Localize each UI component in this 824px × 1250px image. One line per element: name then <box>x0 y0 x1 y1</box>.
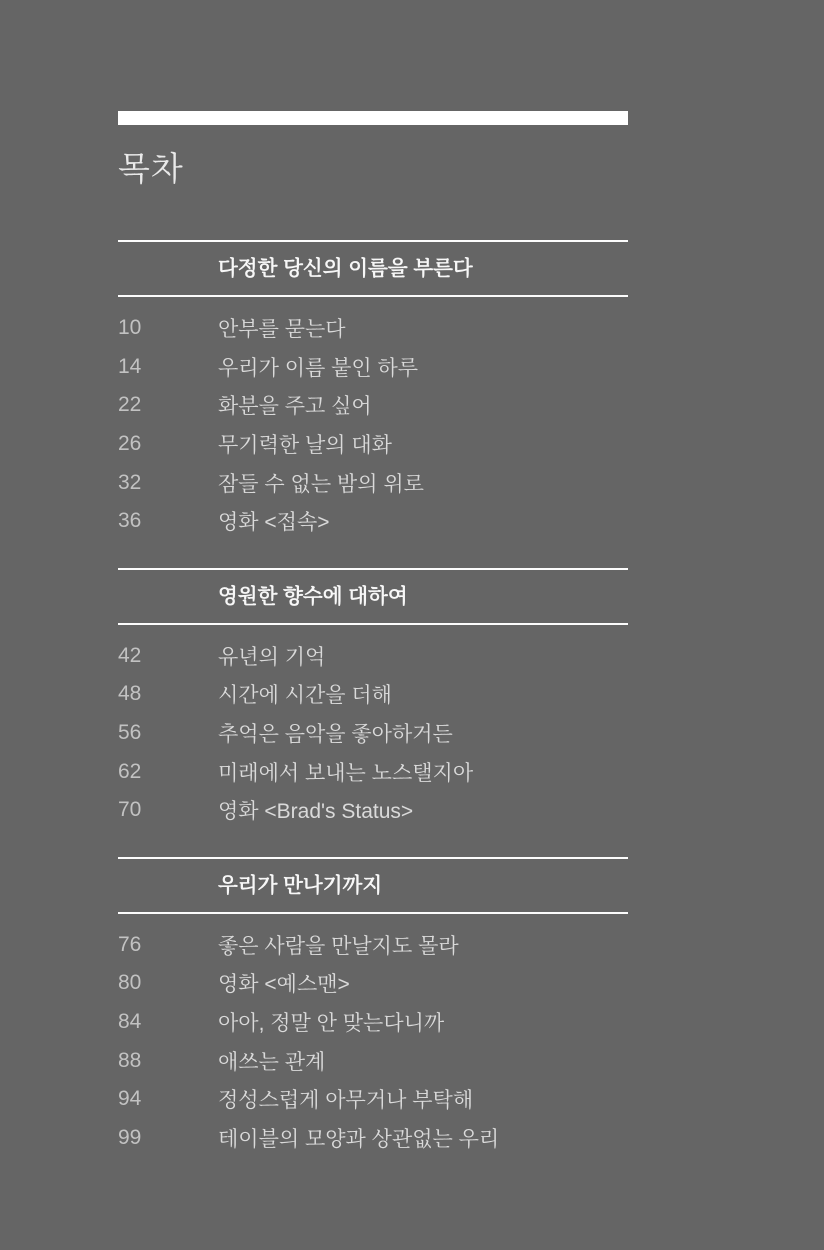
section-entries <box>118 297 628 541</box>
toc-entry[interactable] <box>118 926 628 965</box>
entry-page-number: 22 <box>118 393 142 417</box>
toc-sections <box>118 240 628 1157</box>
entry-title: 잠들 수 없는 밤의 위로 <box>218 472 424 496</box>
toc-section-1 <box>118 240 628 541</box>
entry-page-number: 88 <box>118 1048 142 1072</box>
toc-section-2 <box>118 568 628 830</box>
entry-title: 테이블의 모양과 상관없는 우리 <box>218 1127 500 1151</box>
entry-page-number: 10 <box>118 316 142 340</box>
entry-page-number: 62 <box>118 759 142 783</box>
toc-entry[interactable] <box>118 1080 628 1119</box>
section-header: 영원한 향수에 대하여 <box>118 570 628 625</box>
toc-entry[interactable] <box>118 1119 628 1158</box>
toc-entry[interactable] <box>118 714 628 753</box>
entry-title: 영화 <Brad's Status> <box>218 800 414 824</box>
toc-entry[interactable] <box>118 752 628 791</box>
entry-title: 유년의 기억 <box>218 645 326 669</box>
entry-page-number: 42 <box>118 643 142 667</box>
entry-page-number: 26 <box>118 432 142 456</box>
entry-title: 좋은 사람을 만날지도 몰라 <box>218 934 459 958</box>
entry-title: 안부를 묻는다 <box>218 318 346 342</box>
toc-entry[interactable] <box>118 348 628 387</box>
entry-page-number: 32 <box>118 470 142 494</box>
section-header: 다정한 당신의 이름을 부른다 <box>118 242 628 297</box>
toc-entry[interactable] <box>118 1003 628 1042</box>
section-entries <box>118 625 628 830</box>
entry-title: 추억은 음악을 좋아하거든 <box>218 723 453 747</box>
entry-page-number: 14 <box>118 354 142 378</box>
page-title: 목차 <box>118 150 184 187</box>
section-entries <box>118 914 628 1158</box>
entry-title: 아아, 정말 안 맞는다니까 <box>218 1012 445 1036</box>
toc-entry[interactable] <box>118 964 628 1003</box>
section-header: 우리가 만나기까지 <box>118 859 628 914</box>
toc-entry[interactable] <box>118 675 628 714</box>
toc-entry[interactable] <box>118 1041 628 1080</box>
toc-entry[interactable] <box>118 386 628 425</box>
toc-section-3 <box>118 857 628 1158</box>
entry-page-number: 99 <box>118 1125 142 1149</box>
entry-page-number: 94 <box>118 1087 142 1111</box>
entry-title: 미래에서 보내는 노스탤지아 <box>218 761 474 785</box>
entry-title: 우리가 이름 붙인 하루 <box>218 356 419 380</box>
entry-title: 영화 <접속> <box>218 511 330 535</box>
toc-entry[interactable] <box>118 637 628 676</box>
entry-page-number: 56 <box>118 721 142 745</box>
entry-title: 정성스럽게 아무거나 부탁해 <box>218 1089 474 1113</box>
toc-entry[interactable] <box>118 463 628 502</box>
entry-title: 화분을 주고 싶어 <box>218 395 372 419</box>
entry-title: 무기력한 날의 대화 <box>218 434 392 458</box>
entry-title: 시간에 시간을 더해 <box>218 684 392 708</box>
entry-page-number: 36 <box>118 509 142 533</box>
entry-page-number: 48 <box>118 682 142 706</box>
entry-page-number: 80 <box>118 971 142 995</box>
toc-content <box>118 0 628 1157</box>
toc-entry[interactable] <box>118 425 628 464</box>
toc-entry[interactable] <box>118 309 628 348</box>
entry-title: 애쓰는 관계 <box>218 1050 326 1074</box>
entry-title: 영화 <예스맨> <box>218 973 350 997</box>
entry-page-number: 70 <box>118 798 142 822</box>
decorative-top-bar <box>118 111 628 125</box>
entry-page-number: 76 <box>118 932 142 956</box>
entry-page-number: 84 <box>118 1010 142 1034</box>
toc-entry[interactable] <box>118 502 628 541</box>
toc-entry[interactable] <box>118 791 628 830</box>
